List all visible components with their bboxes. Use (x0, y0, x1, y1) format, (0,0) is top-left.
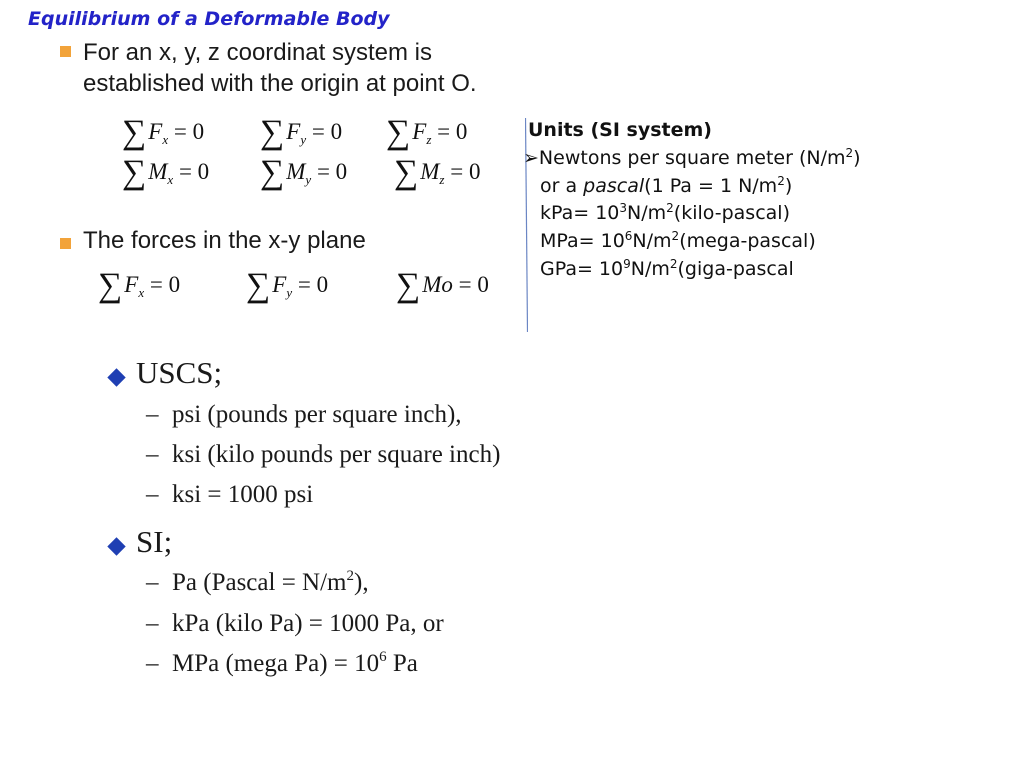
eq-sum-fz: $\sum F_z = 0$ (386, 114, 468, 151)
slide-title: Equilibrium of a Deformable Body (28, 8, 390, 30)
eq-sum-mx: $\sum M_x = 0$ (122, 154, 210, 191)
uscs-item-ksi: ksi (kilo pounds per square inch) (172, 441, 501, 468)
si-item-pa: Pa (Pascal = $N/m^2$), (172, 568, 369, 596)
bullet-square-icon (60, 236, 71, 254)
bullet-square-icon (60, 44, 71, 62)
uscs-item-ksi-psi: ksi = 1000 psi (172, 481, 314, 508)
units-kpa: $kPa= 10^3N/m^2(kilo-pascal)$ (540, 201, 790, 224)
units-mpa: $MPa= 10^6N/m^2(mega-pascal)$ (540, 229, 816, 252)
eq-sum-my: $\sum M_y = 0$ (260, 154, 348, 191)
diamond-bullet-icon (110, 540, 123, 558)
uscs-dash: – (146, 441, 159, 468)
diamond-bullet-icon (110, 371, 123, 389)
eq2d-sum-mo: ∑Mo = 0 (396, 267, 489, 304)
eq2d-sum-fx: $\sum F_x = 0$ (98, 267, 181, 304)
units-heading: Units (SI system) (528, 119, 712, 141)
si-dash: – (146, 569, 159, 596)
uscs-heading: USCS; (136, 355, 223, 390)
eq-sum-fy: $\sum F_y = 0$ (260, 114, 343, 151)
eq-sum-mz: $\sum M_z = 0$ (394, 154, 481, 191)
arrow-bullet-icon: ➢ (523, 147, 539, 169)
eq2d-sum-fy: $\sum F_y = 0$ (246, 267, 329, 304)
si-dash: – (146, 650, 159, 677)
bullet1-line2: established with the origin at point O. (83, 70, 477, 97)
uscs-dash: – (146, 481, 159, 508)
units-gpa: $GPa= 10^9N/m^2(giga$-pascal (540, 257, 794, 280)
units-newtons: ➢Newtons per square meter $(N/m^2)$ (523, 146, 861, 169)
units-pascal: or a pascal(1 Pa = 1 $N/m^2$) (540, 174, 793, 197)
si-dash: – (146, 610, 159, 637)
bullet2-text: The forces in the x-y plane (83, 227, 366, 254)
si-item-kpa: kPa (kilo Pa) = 1000 Pa, or (172, 610, 444, 637)
si-heading: SI; (136, 524, 173, 559)
si-item-mpa: MPa (mega $Pa) = 10^6$ Pa (172, 649, 418, 677)
bullet1-line1: For an x, y, z coordinat system is (83, 39, 432, 66)
uscs-item-psi: psi (pounds per square inch), (172, 401, 462, 428)
eq-sum-fx: $\sum F_x = 0$ (122, 114, 205, 151)
uscs-dash: – (146, 401, 159, 428)
